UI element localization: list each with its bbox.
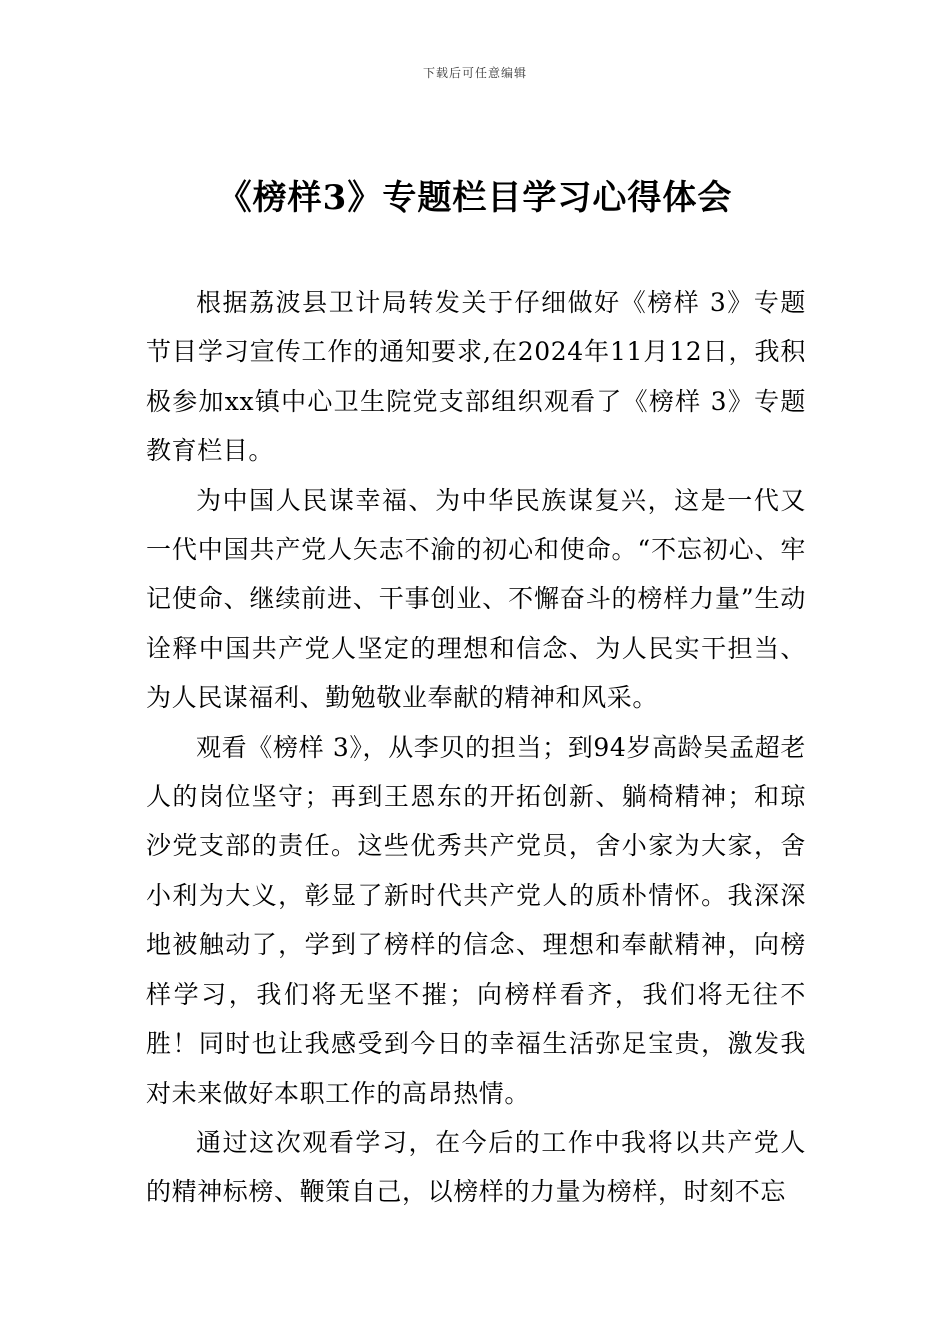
document-title: 《榜样3》专题栏目学习心得体会: [217, 178, 733, 218]
paragraph: 根据荔波县卫计局转发关于仔细做好《榜样 3》专题节目学习宣传工作的通知要求,在2024年11月12日，我积极参加xx镇中心卫生院党支部组织观看了《榜样 3》专题教育栏目。: [146, 288, 806, 466]
paragraph: 为中国人民谋幸福、为中华民族谋复兴，这是一代又一代中国共产党人矢志不渝的初心和使命。“不忘初心、牢记使命、继续前进、干事创业、不懈奋斗的榜样力量”生动诠释中国共产党人坚定的理想和信念、为人民实干担当、为人民谋福利、勤勉敬业奉献的精神和风采。: [146, 485, 806, 713]
header-note: 下载后可任意编辑: [422, 66, 527, 80]
document-body: [146, 278, 806, 1217]
paragraph: 通过这次观看学习，在今后的工作中我将以共产党人的精神标榜、鞭策自己，以榜样的力量为榜样，时刻不忘: [146, 1127, 806, 1207]
paragraph: 观看《榜样 3》，从李贝的担当；到94岁高龄吴孟超老人的岗位坚守；再到王恩东的开拓创新、躺椅精神；和琼沙党支部的责任。这些优秀共产党员，舍小家为大家，舍小利为大义，彰显了新时代共产党人的质朴情怀。我深深地被触动了，学到了榜样的信念、理想和奉献精神，向榜样学习，我们将无坚不摧；向榜样看齐，我们将无往不胜！同时也让我感受到今日的幸福生活弥足宝贵，激发我对未来做好本职工作的高昂热情。: [146, 732, 806, 1108]
